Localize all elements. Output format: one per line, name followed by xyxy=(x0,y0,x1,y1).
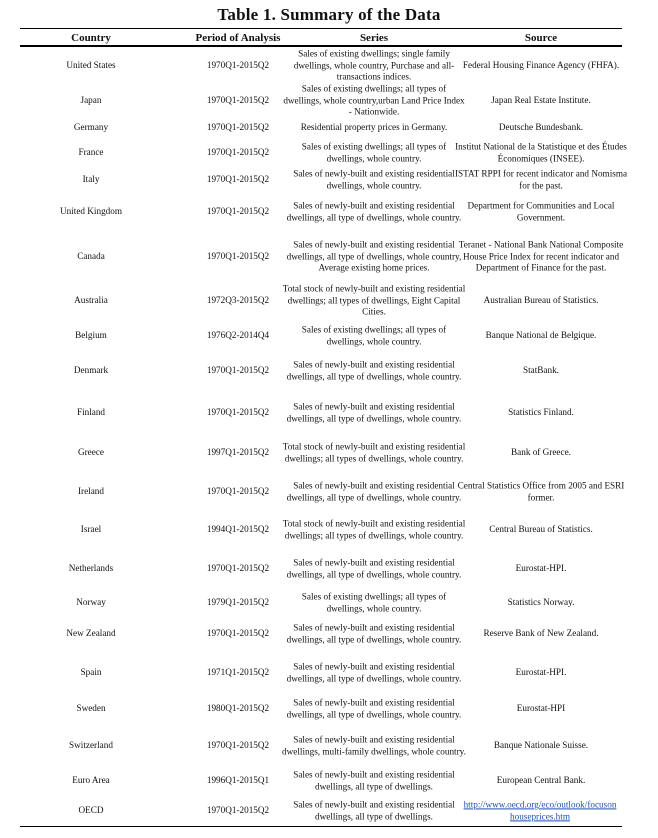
period-cell: 1994Q1-2015Q2 xyxy=(206,524,270,535)
country-cell: Japan xyxy=(80,95,102,106)
source-cell: European Central Bank. xyxy=(496,775,586,786)
table-row xyxy=(20,121,622,135)
table-row xyxy=(20,231,622,283)
country-cell: Ireland xyxy=(77,486,104,497)
table-row xyxy=(20,726,622,766)
period-cell: 1970Q1-2015Q2 xyxy=(206,486,270,497)
period-cell: 1970Q1-2015Q2 xyxy=(206,251,270,262)
country-cell: Finland xyxy=(76,407,106,418)
table-row xyxy=(20,510,622,550)
table-row xyxy=(20,140,627,166)
table-title: Table 1. Summary of the Data xyxy=(217,5,441,24)
source-cell: Bank of Greece. xyxy=(511,447,571,458)
series-cell: Sales of existing dwellings; all types of dwellings, whole country. xyxy=(301,591,447,613)
period-cell: 1970Q1-2015Q2 xyxy=(206,805,270,816)
source-cell: Eurostat-HPI xyxy=(516,703,566,714)
series-cell: Sales of newly-built and existing residential dwellings, all type of dwellings, whole country. xyxy=(286,200,462,222)
source-cell: Statistics Norway. xyxy=(507,597,575,608)
period-cell: 1970Q1-2015Q2 xyxy=(206,628,270,639)
top-rule xyxy=(20,28,622,29)
series-cell: Sales of existing dwellings; single family dwellings, whole country, Purchase and all-transactions indices. xyxy=(293,48,455,82)
source-cell: Department for Communities and Local Government. xyxy=(467,200,615,222)
source-cell: Eurostat-HPI. xyxy=(515,563,567,574)
country-cell: Belgium xyxy=(75,330,107,341)
table-row xyxy=(20,614,622,654)
series-cell: Residential property prices in Germany. xyxy=(300,122,448,133)
country-cell: New Zealand xyxy=(66,628,116,639)
source-cell: Statistics Finland. xyxy=(508,407,574,418)
period-cell: 1997Q1-2015Q2 xyxy=(206,447,270,458)
series-cell: Total stock of newly-built and existing residential dwellings; all types of dwellings, whole country. xyxy=(282,518,466,540)
table-row xyxy=(20,433,622,473)
source-cell: Reserve Bank of New Zealand. xyxy=(483,628,599,639)
period-cell: 1970Q1-2015Q2 xyxy=(206,407,270,418)
source-cell: Institut National de la Statistique et des Études Économiques (INSEE). xyxy=(455,141,627,163)
country-cell: Netherlands xyxy=(68,563,114,574)
source-cell: Banque National de Belgique. xyxy=(485,330,597,341)
source-cell: ISTAT RPPI for recent indicator and Nomisma for the past. xyxy=(454,168,628,190)
country-cell: France xyxy=(78,147,104,158)
header-country: Country xyxy=(71,32,111,44)
series-cell: Sales of newly-built and existing residential dwellings, all type of dwellings, whole country. xyxy=(286,622,462,644)
table-row xyxy=(20,653,622,693)
period-cell: 1971Q1-2015Q2 xyxy=(206,667,270,678)
source-cell: Eurostat-HPI. xyxy=(515,667,567,678)
series-cell: Sales of newly-built and existing residential dwellings, all type of dwellings, whole country. xyxy=(286,480,462,502)
country-cell: Switzerland xyxy=(69,740,113,751)
bottom-rule xyxy=(20,826,622,827)
country-cell: Italy xyxy=(82,174,100,185)
table-row xyxy=(20,167,628,193)
source-cell: Banque Nationale Suisse. xyxy=(493,740,589,751)
source-cell: Australian Bureau of Statistics. xyxy=(483,295,599,306)
country-cell: Israel xyxy=(80,524,102,535)
series-cell: Sales of existing dwellings; all types of dwellings, whole country,urban Land Price Index - Nationwide. xyxy=(283,83,465,117)
period-cell: 1970Q1-2015Q2 xyxy=(206,365,270,376)
series-cell: Sales of newly-built and existing residential dwellings, all type of dwellings, whole country. xyxy=(286,697,462,719)
header-series: Series xyxy=(359,32,389,44)
source-cell: Central Bureau of Statistics. xyxy=(489,524,593,535)
table-row xyxy=(20,472,625,512)
period-cell: 1970Q1-2015Q2 xyxy=(206,147,270,158)
country-cell: Canada xyxy=(77,251,105,262)
source-link[interactable]: http://www.oecd.org/eco/outlook/focusonhouseprices.htm xyxy=(463,799,617,821)
country-cell: Denmark xyxy=(73,365,109,376)
table-row xyxy=(20,549,622,589)
source-cell: Teranet - National Bank National Composite House Price Index for recent indicator and Department of Finance for the past. xyxy=(458,239,624,273)
series-cell: Sales of newly-built and existing residential dwellings, all type of dwellings. xyxy=(293,769,455,791)
table-row xyxy=(20,281,622,321)
period-cell: 1976Q2-2014Q4 xyxy=(206,330,270,341)
table-row xyxy=(20,193,622,231)
period-cell: 1980Q1-2015Q2 xyxy=(206,703,270,714)
period-cell: 1970Q1-2015Q2 xyxy=(206,740,270,751)
period-cell: 1970Q1-2015Q2 xyxy=(206,122,270,133)
period-cell: 1970Q1-2015Q2 xyxy=(206,174,270,185)
country-cell: Spain xyxy=(80,667,102,678)
country-cell: Greece xyxy=(77,447,104,458)
series-cell: Sales of newly-built and existing residential dwellings, all type of dwellings, whole country, Average existing home prices. xyxy=(286,239,462,273)
source-cell: Federal Housing Finance Agency (FHFA). xyxy=(462,60,620,71)
table-row xyxy=(20,351,622,391)
series-cell: Sales of newly-built and existing residential dwellings, all type of dwellings. xyxy=(293,799,455,821)
source-cell: StatBank. xyxy=(523,365,559,376)
country-cell: OECD xyxy=(78,805,104,816)
header-source: Source xyxy=(524,32,558,44)
period-cell: 1970Q1-2015Q2 xyxy=(206,95,270,106)
table-row xyxy=(20,689,622,729)
country-cell: United Kingdom xyxy=(59,206,122,217)
table-row xyxy=(20,323,622,349)
table-row xyxy=(20,797,622,825)
source-cell: Japan Real Estate Institute. xyxy=(491,95,591,106)
table-row xyxy=(20,590,622,616)
table-row xyxy=(20,46,622,86)
series-cell: Sales of newly-built and existing residential dwellings, multi-family dwellings, whole country. xyxy=(282,734,466,756)
period-cell: 1970Q1-2015Q2 xyxy=(206,60,270,71)
series-cell: Sales of newly-built and existing residential dwellings, all type of dwellings, whole country. xyxy=(286,359,462,381)
table-row xyxy=(20,768,622,794)
series-cell: Sales of newly-built and existing residential dwellings, all type of dwellings, whole country. xyxy=(286,661,462,683)
table-row xyxy=(20,85,622,117)
series-cell: Total stock of newly-built and existing residential dwellings; all types of dwellings, Eight Capital Cities. xyxy=(282,283,466,317)
country-cell: Australia xyxy=(74,295,108,306)
country-cell: United States xyxy=(66,60,116,71)
country-cell: Euro Area xyxy=(72,775,110,786)
period-cell: 1970Q1-2015Q2 xyxy=(206,206,270,217)
period-cell: 1979Q1-2015Q2 xyxy=(206,597,270,608)
source-cell: Central Statistics Office from 2005 and ESRI former. xyxy=(457,480,625,502)
series-cell: Total stock of newly-built and existing residential dwellings; all types of dwellings, whole country. xyxy=(282,441,466,463)
series-cell: Sales of existing dwellings; all types of dwellings, whole country. xyxy=(301,141,447,163)
period-cell: 1996Q1-2015Q1 xyxy=(206,775,270,786)
series-cell: Sales of existing dwellings; all types of dwellings, whole country. xyxy=(301,324,447,346)
series-cell: Sales of newly-built and existing residential dwellings, whole country. xyxy=(293,168,455,190)
country-cell: Sweden xyxy=(76,703,106,714)
country-cell: Norway xyxy=(76,597,106,608)
country-cell: Germany xyxy=(73,122,109,133)
table-row xyxy=(20,393,622,433)
source-cell xyxy=(462,799,618,822)
source-cell: Deutsche Bundesbank. xyxy=(498,122,584,133)
period-cell: 1972Q3-2015Q2 xyxy=(206,295,270,306)
header-period: Period of Analysis xyxy=(195,32,281,44)
period-cell: 1970Q1-2015Q2 xyxy=(206,563,270,574)
series-cell: Sales of newly-built and existing residential dwellings, all type of dwellings, whole country. xyxy=(286,401,462,423)
series-cell: Sales of newly-built and existing residential dwellings, all type of dwellings, whole country. xyxy=(286,557,462,579)
